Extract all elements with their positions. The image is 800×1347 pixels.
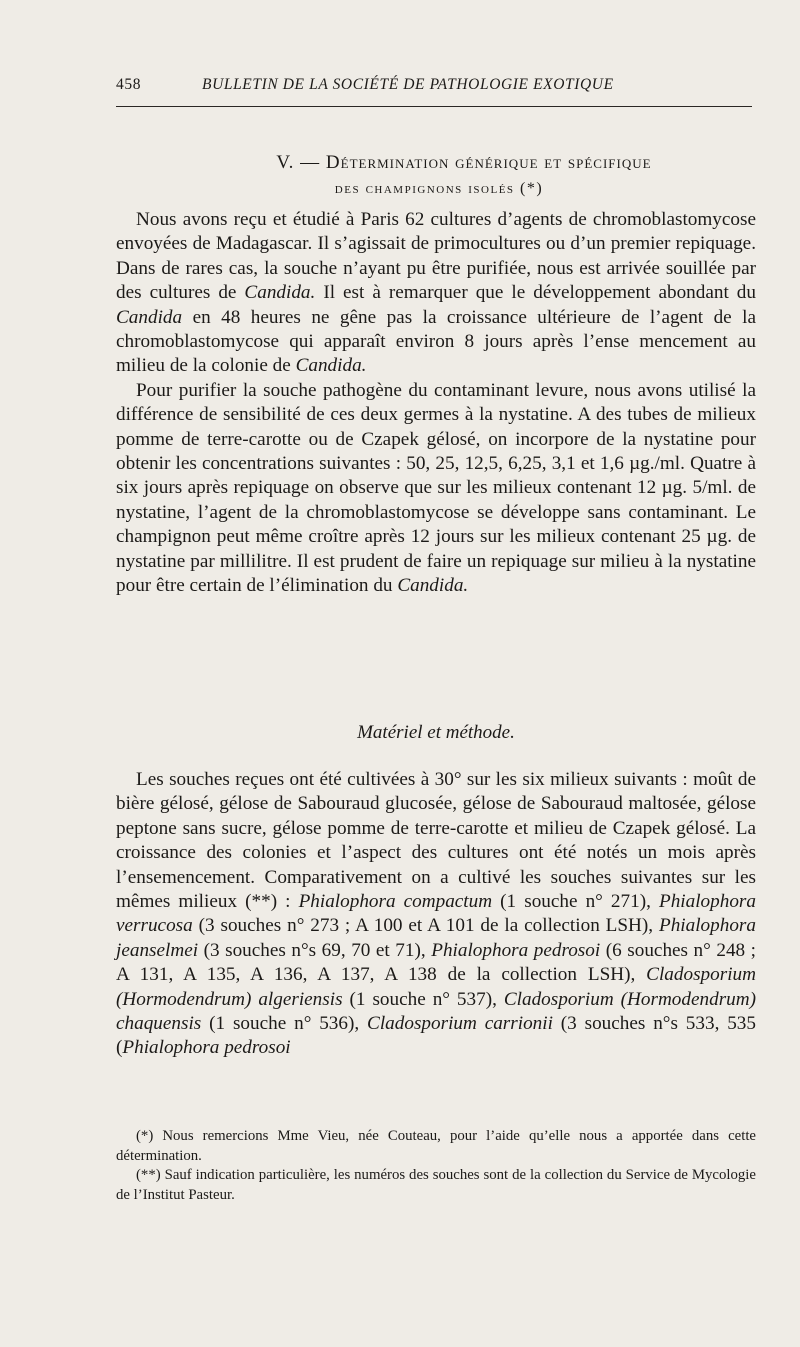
text-run: en 48 heures ne gêne pas la croissance ultérieure de l’agent de la chromoblastomycose qui apparaît environ 8 jours après l’ense mencement au milieu de la colonie de [116,306,756,377]
paragraph [116,379,756,599]
italic-term: Phialophora jeanselmei [116,915,756,961]
text-run: Les souches reçues ont été cultivées à 30° sur les six milieux suivants : moût de bière gélosé, gélose de Sabouraud glucosée, gélose de Sabouraud maltosée, gélose peptone sans sucre, gélose pomme de terre-carotte et milieu de Czapek gélosé. La croissance des colonies et l’aspect des cultures ont été notés un mois après l’ensemencement. Comparativement on a cultivé les souches suivantes sur les mêmes milieux (**) : [116,769,756,913]
journal-title: BULLETIN DE LA SOCIÉTÉ DE PATHOLOGIE EXOTIQUE [202,76,614,93]
italic-term: Candida. [295,355,367,377]
section-title [116,150,752,202]
body-text-intro [116,208,756,599]
text-run: Pour purifier la souche pathogène du contaminant levure, nous avons utilisé la différence de sensibilité de ces deux germes à la nystatine. A des tubes de milieux pomme de terre-carotte ou de Czapek gélosé, on incorpore de la nystatine pour obtenir les concentrations suivantes : 50, 25, 12,5, 6,25, 3,1 et 1,6 µg./ml. Quatre à six jours après repiquage on observe que sur les milieux contenant 12 µg. 5/ml. de nystatine, l’agent de la chromoblastomycose se développe sans contaminant. Le champignon peut même croître après 12 jours sur les milieux contenant 25 µg. de nystatine par millilitre. Il est prudent de faire un repiquage sur milieu à la nystatine pour être certain de l’élimination du [116,379,756,597]
italic-term: Phialophora compactum [298,891,493,913]
italic-term: Phialophora pedrosoi [122,1037,291,1059]
footnote: (**) Sauf indication particulière, les numéros des souches sont de la collection du Service de Mycologie de l’Institut Pasteur. [116,1167,756,1203]
section-title-line2: des champignons isolés (*) [334,180,544,197]
paragraph [116,768,756,1061]
section-title-line1: V. — Détermination générique et spécifique [276,152,652,173]
text-run: (1 souche n° 271), [492,891,659,913]
header-rule [116,106,752,107]
subheading: Matériel et méthode. [357,722,515,743]
text-run: (3 souches n° 273 ; A 100 et A 101 de la collection LSH), [192,915,659,937]
paragraph [116,208,756,379]
italic-term: Phialophora verrucosa [116,891,756,937]
text-run: (1 souche n° 536), [201,1013,368,1035]
italic-term: Cladosporium carrionii [367,1013,553,1035]
text-run: (3 souches n°s 69, 70 et 71), [198,939,432,961]
text-run: (6 souches n° 248 ; A 131, A 135, A 136, A 137, A 138 de la collection LSH), [116,939,757,986]
italic-term: Candida. [397,575,469,597]
italic-term: Candida. [244,282,316,304]
page-number: 458 [116,76,142,93]
footnotes [116,1127,756,1205]
body-text-methods [116,768,756,1061]
italic-term: Phialophora pedrosoi [431,939,601,961]
text-run: (1 souche n° 537), [342,988,504,1010]
italic-term: Cladosporium (Hormodendrum) chaquensis [116,988,756,1035]
text-run: Il est à remarquer que le développement abondant du [315,282,756,304]
italic-term: Candida [116,306,183,328]
text-run: Nous avons reçu et étudié à Paris 62 cultures d’agents de chromoblastomycose envoyées de Madagascar. Il s’agissait de primocultures ou d’un premier repiquage. Dans de rares cas, la souche n’ayant pu être purifiée, nous est arrivée souillée par des cultures de [116,209,756,304]
italic-term: Cladosporium (Hormodendrum) algeriensis [116,964,756,1010]
text-run: (3 souches n°s 533, 535 ( [116,1013,756,1059]
footnote: (*) Nous remercions Mme Vieu, née Couteau, pour l’aide qu’elle nous a apportée dans cette détermination. [116,1128,756,1164]
